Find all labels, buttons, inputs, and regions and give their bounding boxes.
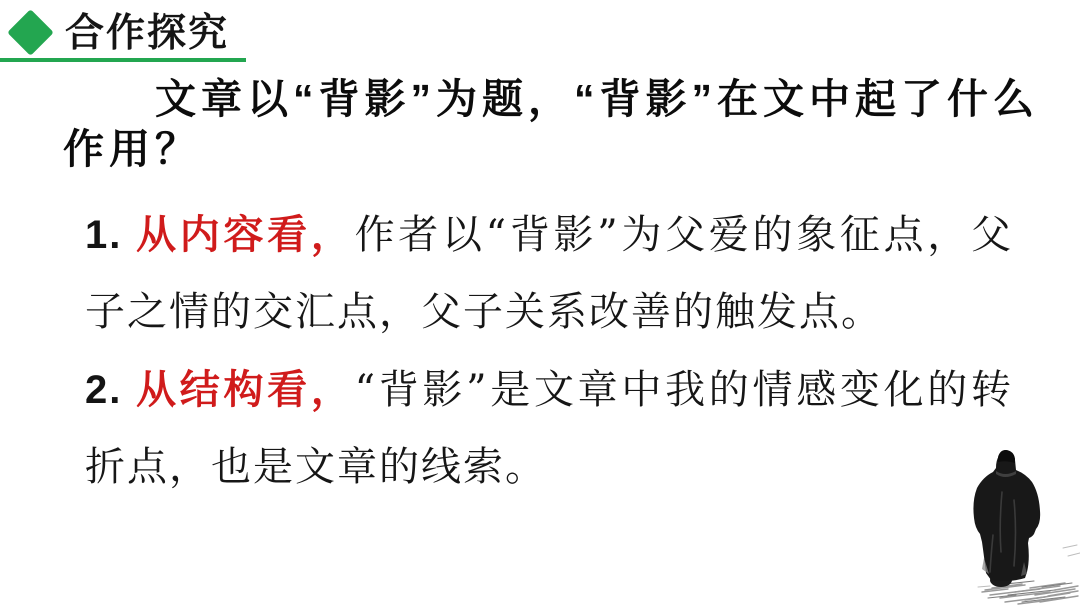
question-heading: 文章以“背影”为题，“背影”在文中起了什么作用？ (63, 76, 1039, 172)
point-text: “背影”是文章中我的情感变化的转折点，也是文章的线索。 (85, 367, 1014, 490)
point-highlight: 从内容看， (134, 211, 355, 258)
section-title: 合作探究 (65, 12, 230, 55)
back-figure-svg (930, 430, 1080, 608)
answer-point-1 (85, 196, 1013, 351)
back-figure-illustration (930, 430, 1080, 608)
diamond-icon (7, 9, 54, 56)
point-highlight: 从结构看， (134, 366, 355, 413)
answer-list (85, 196, 1013, 506)
point-number: 2. (85, 368, 123, 412)
person-silhouette (973, 450, 1040, 587)
point-text: 作者以“背影”为父爱的象征点，父子之情的交汇点，父子关系改善的触发点。 (85, 212, 1014, 335)
answer-point-2 (85, 351, 1013, 506)
section-header (0, 0, 246, 62)
point-number: 1. (85, 213, 123, 257)
